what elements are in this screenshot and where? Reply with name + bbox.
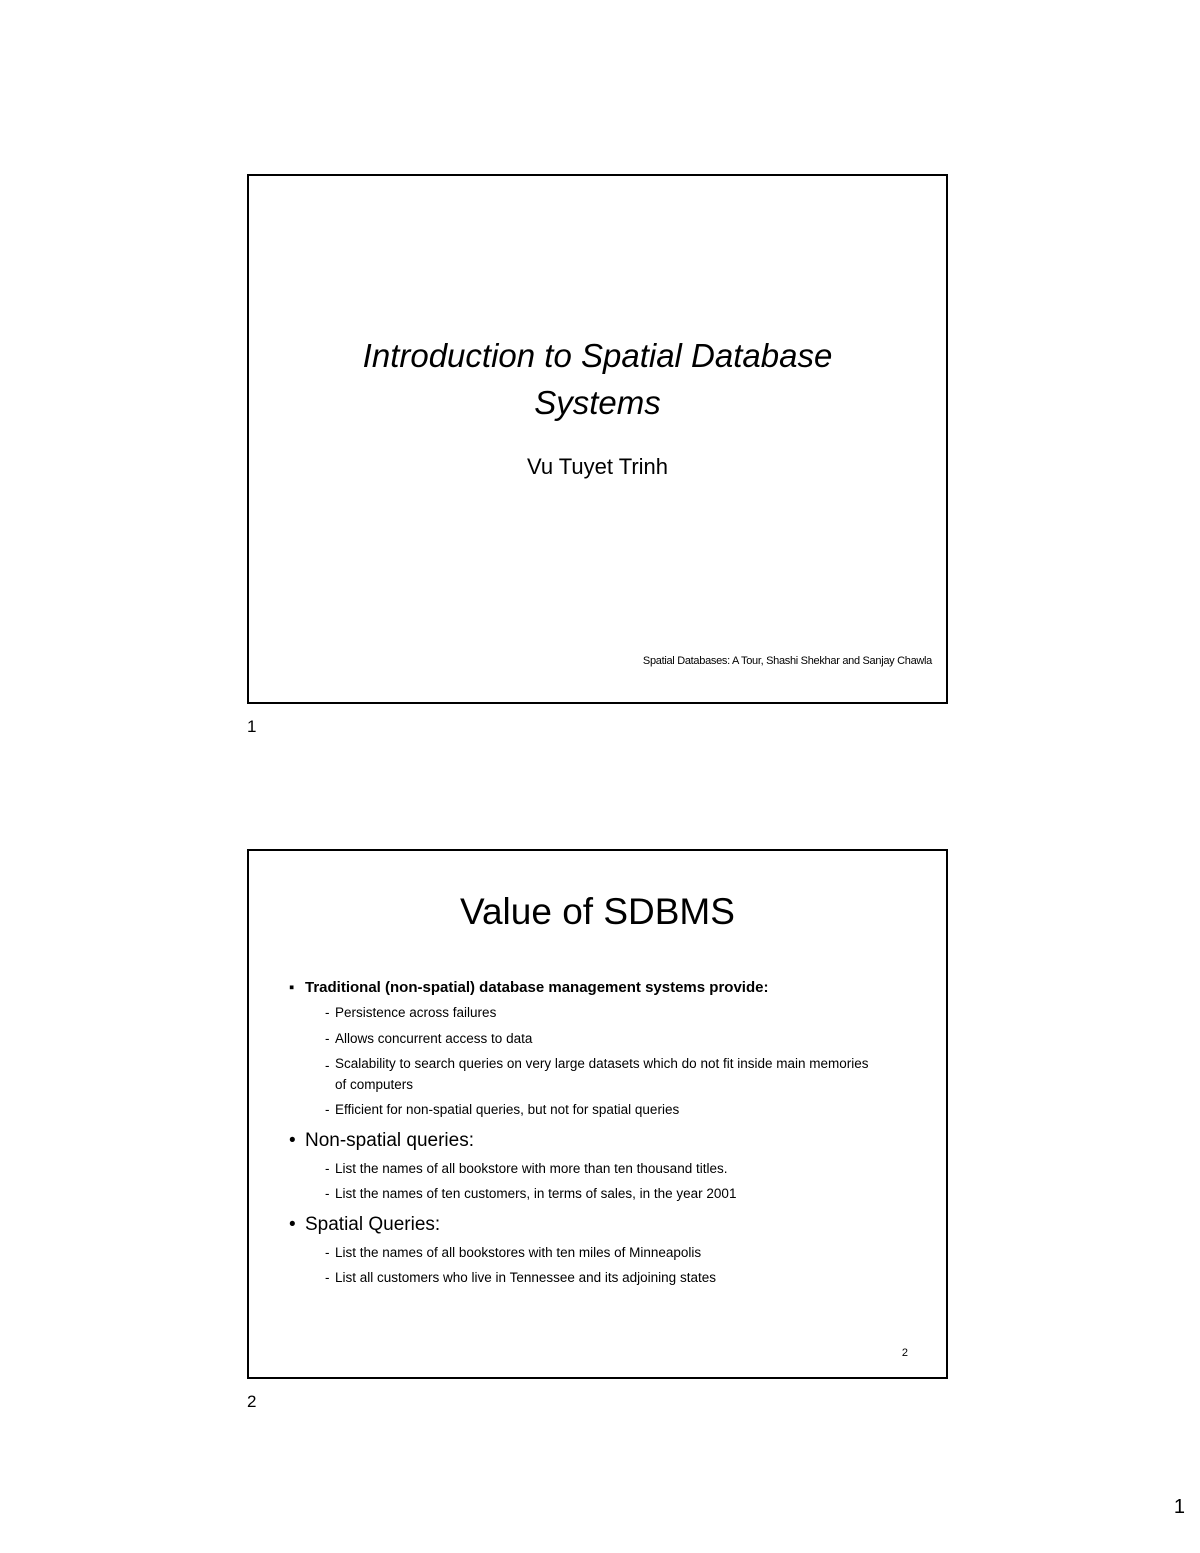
list-item: - List the names of all bookstore with more than ten thousand titles. (285, 1156, 925, 1182)
list-item: - List all customers who live in Tennessee and its adjoining states (285, 1265, 925, 1291)
bullet-dot: • (289, 1129, 296, 1151)
list-item: - List the names of all bookstores with ten miles of Minneapolis (285, 1240, 925, 1266)
bullet-spatial (285, 1210, 925, 1240)
slide-2-number: 2 (901, 1347, 908, 1359)
list-item: - Scalability to search queries on very large datasets which do not fit inside main memories of computers (285, 1051, 925, 1097)
bullet-dot: ▪ (289, 979, 295, 996)
list-item-text: Allows concurrent access to data (335, 1030, 533, 1046)
list-item-text: List the names of all bookstore with more than ten thousand titles. (335, 1160, 728, 1176)
slide-2-body (285, 976, 925, 1291)
list-item-text: List the names of all bookstores with ten miles of Minneapolis (335, 1244, 702, 1260)
bullet-non-spatial-text: Non-spatial queries: (305, 1129, 474, 1151)
slide-1-title-line2: Systems (534, 384, 661, 421)
slide-1-title-line1: Introduction to Spatial Database (362, 337, 833, 374)
list-item: - List the names of ten customers, in terms of sales, in the year 2001 (285, 1181, 925, 1207)
slide-1-footer: Spatial Databases: A Tour, Shashi Shekhar and Sanjay Chawla (642, 655, 932, 667)
page-number: 1 (1173, 1496, 1185, 1518)
slide-2-title: Value of SDBMS (460, 891, 735, 932)
list-item: - Persistence across failures (285, 1000, 925, 1026)
list-item-text: List the names of ten customers, in terms of sales, in the year 2001 (335, 1186, 737, 1201)
list-item-text: Scalability to search queries on very large datasets which do not fit inside main memories of computers (335, 1056, 869, 1092)
slide-1-outside-number: 1 (247, 717, 257, 736)
bullet-traditional (285, 976, 925, 1000)
slide-2 (247, 849, 948, 1379)
bullet-traditional-text: Traditional (non-spatial) database management systems provide: (305, 979, 769, 996)
bullet-spatial-text: Spatial Queries: (305, 1213, 441, 1235)
list-item-text: List all customers who live in Tennessee and its adjoining states (335, 1270, 716, 1285)
slide-1 (247, 174, 948, 704)
bullet-non-spatial (285, 1126, 925, 1156)
list-item-text: Persistence across failures (335, 1005, 497, 1020)
slide-1-author: Vu Tuyet Trinh (526, 454, 669, 479)
slide-2-outside-number: 2 (247, 1392, 257, 1411)
slide-1-title (249, 332, 946, 426)
list-item: - Efficient for non-spatial queries, but not for spatial queries (285, 1097, 925, 1123)
list-item-text: Efficient for non-spatial queries, but not for spatial queries (335, 1102, 680, 1117)
list-item: - Allows concurrent access to data (285, 1026, 925, 1052)
bullet-dot: • (289, 1213, 296, 1235)
